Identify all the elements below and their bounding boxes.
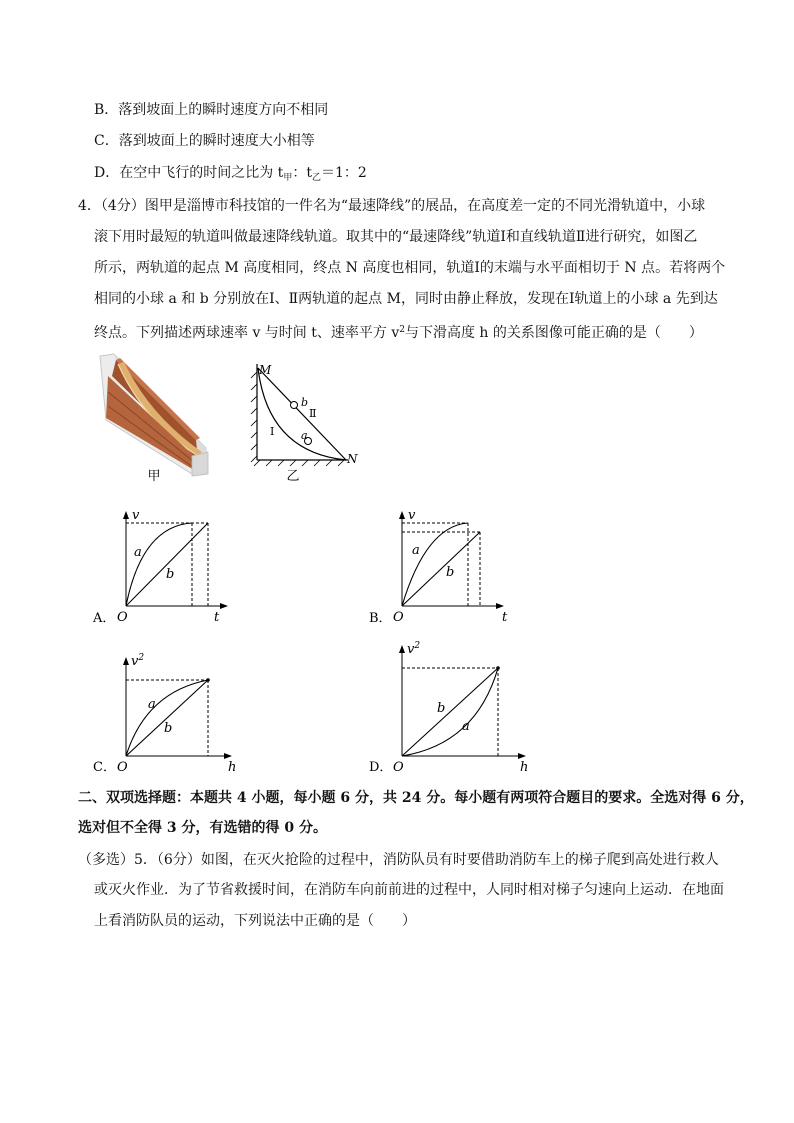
curve-a-label: a [148,697,156,712]
graph-a [90,506,250,628]
origin-label: O [117,760,128,775]
ground-hatching [254,460,344,466]
x-axis-label: t [214,610,220,625]
label-b: b [301,396,309,409]
y-axis-label: v [408,508,416,523]
section-2-heading-line1: 二、双项选择题：本题共 4 小题，每小题 6 分，共 24 分。每小题有两项符合题目的要求。全选对得 6 分， [78,790,754,806]
x-axis-arrow [224,753,232,759]
y-axis-arrow [399,645,405,653]
label-track-I: Ⅰ [270,425,275,438]
label-track-II: Ⅱ [309,407,317,420]
option-3b: B．落到坡面上的瞬时速度方向不相同 [94,102,329,118]
line-b-label: b [164,721,173,736]
wall-hatching [251,372,257,462]
option-label: A． [93,611,116,626]
figure-jia-caption: 甲 [147,469,161,484]
x-axis-arrow [496,603,504,609]
option-label: D． [369,760,393,775]
q4-stem-line3: 所示，两轨道的起点 M 高度相同，终点 N 高度也相同，轨道Ⅰ的末端与水平面相切于 N 点。若将两个 [94,260,726,276]
y-axis-label: $v^2$ [407,641,421,657]
q5-stem-line3: 上看消防队员的运动，下列说法中正确的是（ ） [94,913,416,929]
graph-d [366,640,536,776]
y-axis-arrow [399,511,405,519]
line-b [126,680,208,756]
y-axis-label: v [132,508,140,523]
origin-label: O [393,760,404,775]
q4-stem-line1: 4．（4分）图甲是淄博市科技馆的一件名为“最速降线”的展品，在高度差一定的不同光滑轨道中，小球 [78,198,706,214]
figure-yi-caption: 乙 [286,469,300,484]
x-axis-arrow [220,603,228,609]
q4-stem-line2: 滚下用时最短的轨道叫做最速降线轨道。取其中的“最速降线”轨道Ⅰ和直线轨道Ⅱ进行研究，如图乙 [94,229,698,245]
curve-a [126,523,192,606]
q5-stem-line2: 或灭火作业．为了节省救援时间，在消防车向前前进的过程中，人同时相对梯子匀速向上运动．在地面 [94,882,724,898]
origin-label: O [117,610,128,625]
line-b-label: b [166,567,175,582]
y-axis-arrow [123,511,129,519]
origin-label: O [393,610,404,625]
x-axis-label: h [520,760,529,775]
q4-stem-line4: 相同的小球 a 和 b 分别放在Ⅰ、Ⅱ两轨道的起点 M，同时由静止释放，发现在Ⅰ轨道上的小球 a 先到达 [94,291,718,307]
section-2-heading-line2: 选对但不全得 3 分，有选错的得 0 分。 [78,820,327,836]
line-b-label: b [446,565,455,580]
option-label: B． [369,611,392,626]
graph-c [90,652,250,776]
curve-a [402,523,468,606]
option-3c: C．落到坡面上的瞬时速度大小相等 [94,133,315,149]
label-M: M [259,363,272,377]
y-axis-label: $v^2$ [131,653,145,669]
option-label: C． [93,760,116,775]
figure-yi [248,356,368,486]
curve-a-label: a [134,545,142,560]
figure-jia [96,352,226,484]
y-axis-arrow [123,657,129,665]
x-axis-arrow [518,753,526,759]
ball-b [291,402,298,409]
line-b-label: b [437,701,446,716]
curve-a-label: a [412,543,420,558]
label-N: N [347,452,358,466]
label-a: a [301,429,308,442]
option-3d: D．在空中飞行的时间之比为 $t_甲$：$t_乙=1$：2 [94,165,367,183]
curve-a-label: a [462,719,470,734]
exhibit-photo [100,354,208,476]
x-axis-label: h [228,760,237,775]
line-b [402,668,498,756]
q4-stem-line5: 终点。下列描述两球速率 v 与时间 t、速率平方 $v^2$与下滑高度 h 的关系图像可能正确的是（ ） [94,325,703,341]
q5-stem-line1: （多选）5．（6分）如图，在灭火抢险的过程中，消防队员有时要借助消防车上的梯子爬到高处进行救人 [78,852,719,868]
x-axis-label: t [502,610,508,625]
graph-b [366,506,526,628]
